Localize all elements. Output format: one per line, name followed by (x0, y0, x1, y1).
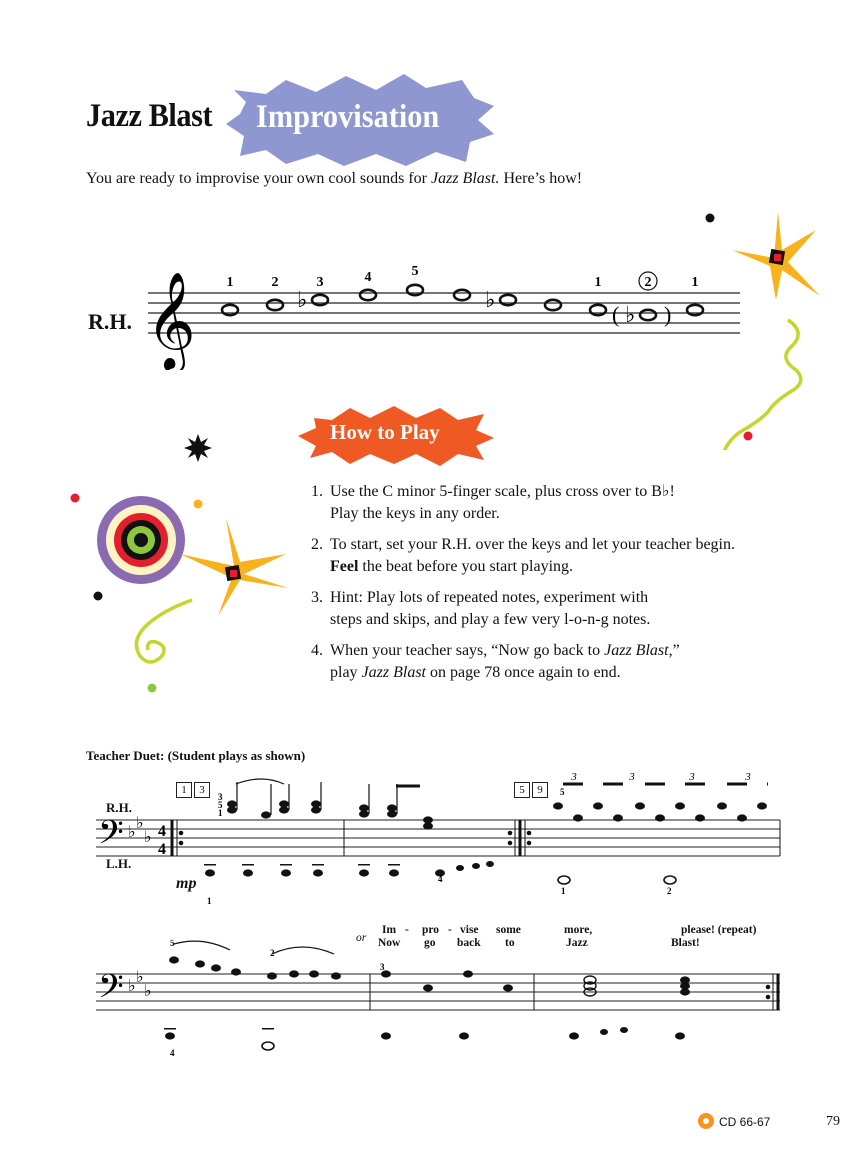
flat-icon: ♭ (297, 287, 308, 312)
paren-open: ( (612, 302, 620, 327)
duet-label: Teacher Duet: (Student plays as shown) (86, 748, 306, 763)
note-f2 (454, 290, 470, 300)
time-sig-bottom: 4 (158, 841, 166, 858)
improvisation-label: Improvisation (256, 99, 440, 135)
page-title: Jazz Blast (86, 98, 213, 134)
squiggle-icon (722, 320, 801, 450)
duet-fingerings (170, 940, 385, 1058)
bass-clef-icon: 𝄢 (98, 814, 124, 859)
svg-text:♭: ♭ (136, 815, 144, 832)
lyric: Jazz (566, 937, 588, 949)
triplet-notes (553, 802, 767, 821)
fingering: 2 (271, 275, 279, 290)
lyric: go (424, 937, 436, 949)
measure-number-box: 5 (514, 782, 530, 798)
duet-rh-label: R.H. (106, 800, 132, 815)
svg-text:♭: ♭ (136, 969, 144, 986)
step-text: on page 78 once again to end. (426, 664, 621, 681)
step-line (330, 640, 810, 662)
scale-hand-label: R.H. (88, 309, 132, 334)
bass-clef-icon: 𝄢 (98, 968, 124, 1013)
lyrics-or: or (356, 932, 367, 944)
step-line: Hint: Play lots of repeated notes, experiment with (330, 589, 649, 606)
svg-text:♭: ♭ (144, 983, 152, 1000)
upper-notes (169, 956, 690, 995)
open-chord (584, 976, 596, 996)
step-number: 4. (311, 642, 323, 659)
lyric: vise (460, 924, 479, 936)
svg-text:3: 3 (380, 962, 385, 972)
duet-system-2 (84, 940, 784, 1100)
svg-text:5: 5 (170, 940, 175, 948)
svg-text:3: 3 (629, 771, 635, 783)
svg-text:2: 2 (667, 886, 672, 896)
step-line (330, 556, 810, 578)
lyric: Now (378, 937, 401, 949)
paren-close: ) (664, 302, 672, 327)
note-eb (312, 295, 328, 305)
step-text: play (330, 664, 362, 681)
note-eb2 (500, 295, 516, 305)
note-f (360, 290, 376, 300)
duet-lh-label: L.H. (106, 856, 132, 871)
svg-text:1: 1 (218, 808, 223, 818)
red-dot (71, 494, 80, 503)
step-line (330, 662, 810, 684)
step-number: 3. (311, 589, 323, 606)
step-line: To start, set your R.H. over the keys and let your teacher begin. (330, 536, 735, 553)
black-dot (94, 592, 103, 601)
intro-text (86, 170, 582, 188)
svg-text:1: 1 (561, 886, 566, 896)
slur (236, 779, 284, 784)
lyric: back (457, 937, 481, 949)
measure-number-box: 1 (176, 782, 192, 798)
scale-staff (140, 255, 740, 370)
step-number: 2. (311, 536, 323, 553)
lyric: - (448, 924, 452, 936)
svg-text:4: 4 (438, 874, 443, 884)
fingering-circled: 2 (644, 275, 652, 290)
lyric: please! (repeat) (681, 924, 757, 936)
svg-text:3: 3 (745, 771, 751, 783)
staff-lines (96, 974, 780, 1010)
fingering: 1 (594, 275, 602, 290)
note-d2 (545, 300, 561, 310)
step-text: ,” (668, 642, 680, 659)
svg-text:♭: ♭ (128, 978, 136, 995)
cd-icon (697, 1112, 715, 1130)
page-number: 79 (826, 1114, 840, 1129)
svg-text:2: 2 (270, 948, 275, 958)
step-italic: Jazz Blast (604, 642, 669, 659)
half-note (664, 876, 676, 884)
measure-number-box: 9 (532, 782, 548, 798)
triplet-marks (570, 771, 751, 783)
black-starburst-icon (184, 434, 212, 462)
fingering: 1 (691, 275, 699, 290)
dynamic-mark: mp (176, 875, 197, 892)
step-line: Use the C minor 5-finger scale, plus cross over to B♭! (330, 483, 675, 500)
svg-text:5: 5 (560, 787, 565, 797)
intro-text-a: You are ready to improvise your own cool sounds for (86, 170, 431, 187)
decor-left (60, 430, 300, 700)
staff-lines (96, 820, 780, 856)
step-line: Play the keys in any order. (330, 505, 500, 522)
svg-text:3: 3 (218, 792, 223, 802)
step-line: steps and skips, and play a few very l-o-n-g notes. (330, 611, 651, 628)
fingering: 4 (364, 270, 372, 285)
lyric: to (505, 937, 515, 949)
black-dot (706, 214, 715, 223)
red-dot (744, 432, 753, 441)
green-dot (148, 684, 157, 693)
note-c (222, 305, 238, 315)
lh-notes (204, 861, 494, 877)
fingering: 3 (316, 275, 324, 290)
svg-text:5: 5 (218, 800, 223, 810)
flat-icon: ♭ (485, 287, 496, 312)
step-bold: Feel (330, 558, 359, 575)
lyric: more, (564, 924, 593, 936)
svg-text:3: 3 (571, 771, 577, 783)
svg-text:3: 3 (689, 771, 695, 783)
lyric: pro (422, 924, 440, 936)
spiral-icon (136, 600, 192, 662)
note-c2 (590, 305, 606, 315)
svg-text:♭: ♭ (128, 824, 136, 841)
intro-text-b: Here’s how! (499, 170, 583, 187)
step-text: When your teacher says, “Now go back to (330, 642, 605, 659)
lyric: Im (382, 924, 397, 936)
lyric: some (496, 924, 521, 936)
how-to-play-label: How to Play (330, 420, 440, 444)
measure-number-box: 3 (194, 782, 210, 798)
treble-clef-icon: 𝄞 (146, 275, 196, 368)
svg-text:♭: ♭ (144, 829, 152, 846)
intro-text-italic: Jazz Blast. (431, 170, 500, 187)
fingering: 1 (226, 275, 234, 290)
note-d (267, 300, 283, 310)
half-note (558, 876, 570, 884)
svg-text:4: 4 (170, 1048, 175, 1058)
lyric: - (405, 924, 409, 936)
note-bb (640, 310, 656, 320)
step-italic: Jazz Blast (361, 664, 426, 681)
cd-track-label: CD 66-67 (719, 1115, 771, 1129)
lyric: Blast! (671, 937, 700, 949)
note-g (407, 285, 423, 295)
fingering: 5 (411, 264, 419, 279)
time-sig-top: 4 (158, 823, 166, 840)
yellow-dot (194, 500, 203, 509)
step-text: the beat before you start playing. (358, 558, 574, 575)
decor-top-right (690, 200, 840, 450)
half-note (262, 1042, 274, 1050)
time-signature (158, 823, 166, 858)
svg-text:1: 1 (207, 896, 212, 906)
lower-notes (164, 1027, 685, 1040)
flat-icon: ♭ (625, 302, 636, 327)
step-number: 1. (311, 483, 323, 500)
rh-chords (227, 800, 433, 829)
target-icon (97, 496, 185, 584)
duet-system-1 (84, 770, 784, 910)
